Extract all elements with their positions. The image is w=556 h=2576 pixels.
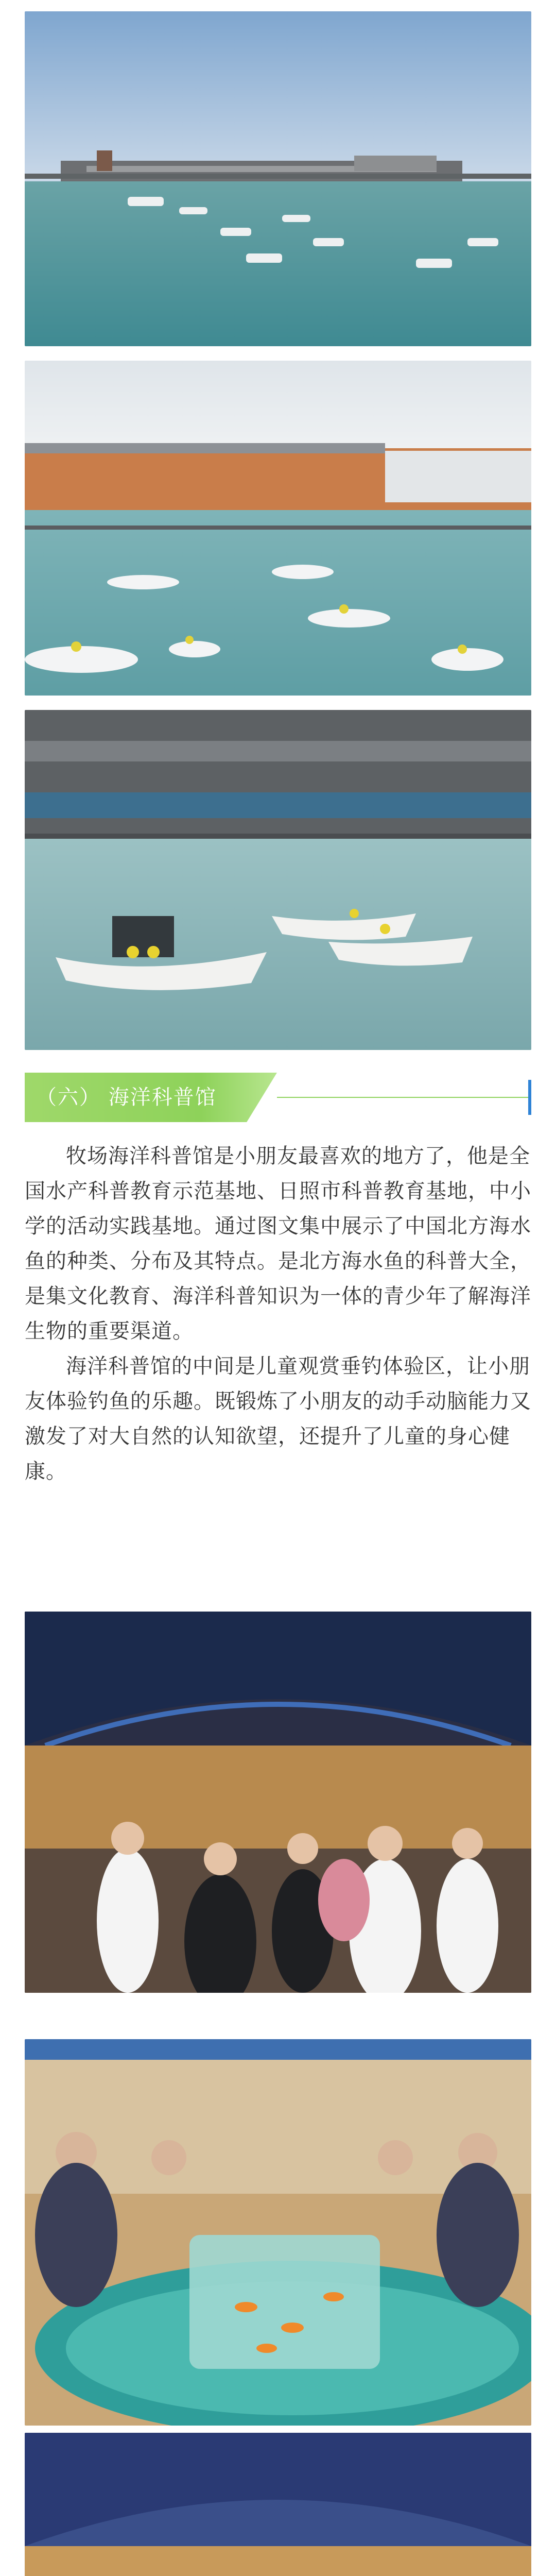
paragraph-2: 海洋科普馆的中间是儿童观赏垂钓体验区，让小朋友体验钓鱼的乐趣。既锻炼了小朋友的动手动脑能力又激发了对大自然的认知欲望，还提升了儿童的身心健康。 [25, 1354, 531, 1483]
photo-pedal-boats-dock [25, 710, 531, 1050]
article-body [25, 1139, 531, 1489]
photo-exhibit-hall [25, 2433, 531, 2576]
section-title: （六） 海洋科普馆 [36, 1086, 217, 1109]
section-header [25, 1073, 531, 1122]
section-rule [277, 1097, 531, 1098]
photo-fishing-pool [25, 2039, 531, 2426]
paragraph-1: 牧场海洋科普馆是小朋友最喜欢的地方了，他是全国水产科普教育示范基地、日照市科普教育基地，中小学的活动实践基地。通过图文集中展示了中国北方海水鱼的种类、分布及其特点。是北方海水鱼的科普大全，是集文化教育、海洋科普知识为一体的青少年了解海洋生物的重要渠道。 [25, 1144, 531, 1343]
section-right-mark [528, 1080, 531, 1115]
photo-aquarium-tunnel [25, 1612, 531, 1993]
photo-harbor-boats [25, 11, 531, 346]
photo-marina-pedal-boats [25, 361, 531, 696]
